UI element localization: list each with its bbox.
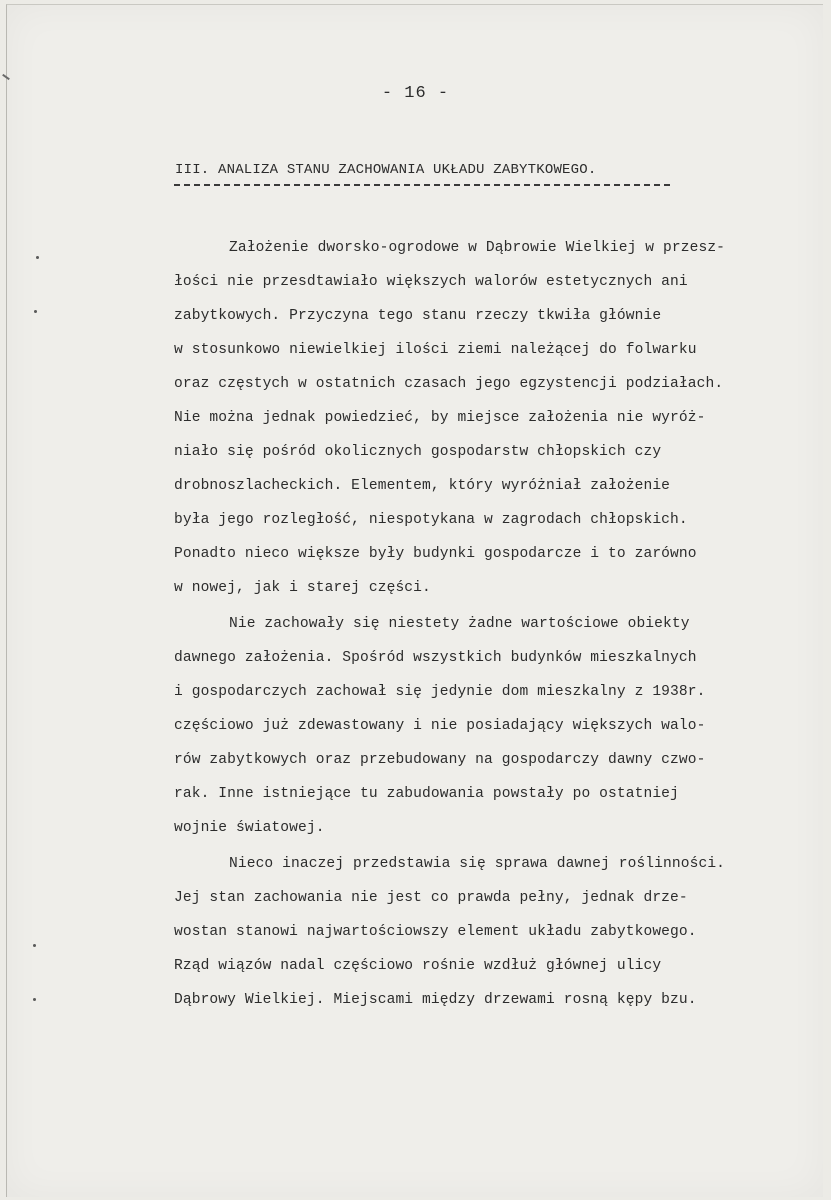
text-line: Jej stan zachowania nie jest co prawda pełny, jednak drze- [174,890,688,906]
text-line: Nie zachowały się niestety żadne wartościowe obiekty [229,616,690,632]
margin-mark [33,998,36,1001]
text-line: Założenie dworsko-ogrodowe w Dąbrowie Wielkiej w przesz- [229,240,726,256]
section-heading: III. ANALIZA STANU ZACHOWANIA UKŁADU ZABYTKOWEGO. [175,162,597,178]
text-line: częściowo już zdewastowany i nie posiadający większych walo- [174,718,706,734]
text-line: była jego rozległość, niespotykana w zagrodach chłopskich. [174,512,688,528]
text-line: Ponadto nieco większe były budynki gospodarcze i to zarówno [174,546,697,562]
text-line: i gospodarczych zachował się jedynie dom mieszkalny z 1938r. [174,684,706,700]
text-line: w nowej, jak i starej części. [174,580,431,596]
text-line: wojnie światowej. [174,820,325,836]
text-line: wostan stanowi najwartościowszy element układu zabytkowego. [174,924,697,940]
text-line: Nieco inaczej przedstawia się sprawa dawnej roślinności. [229,856,726,872]
text-line: w stosunkowo niewielkiej ilości ziemi należącej do folwarku [174,342,697,358]
text-line: Rząd wiązów nadal częściowo rośnie wzdłuż głównej ulicy [174,958,662,974]
page-number: - 16 - [381,84,450,103]
text-line: dawnego założenia. Spośród wszystkich budynków mieszkalnych [174,650,697,666]
text-line: oraz częstych w ostatnich czasach jego egzystencji podziałach. [174,376,724,392]
margin-mark [36,256,39,259]
text-line: Dąbrowy Wielkiej. Miejscami między drzewami rosną kępy bzu. [174,992,697,1008]
text-line: łości nie przesdtawiało większych walorów estetycznych ani [174,274,688,290]
text-line: zabytkowych. Przyczyna tego stanu rzeczy tkwiła głównie [174,308,662,324]
heading-underline [174,184,670,186]
text-line: Nie można jednak powiedzieć, by miejsce założenia nie wyróż- [174,410,706,426]
margin-mark [33,944,36,947]
text-line: drobnoszlacheckich. Elementem, który wyróżniał założenie [174,478,671,494]
text-line: rak. Inne istniejące tu zabudowania powstały po ostatniej [174,786,679,802]
text-line: rów zabytkowych oraz przebudowany na gospodarczy dawny czwo- [174,752,706,768]
text-line: niało się pośród okolicznych gospodarstw chłopskich czy [174,444,662,460]
document-page [6,4,823,1197]
margin-mark [34,310,37,313]
